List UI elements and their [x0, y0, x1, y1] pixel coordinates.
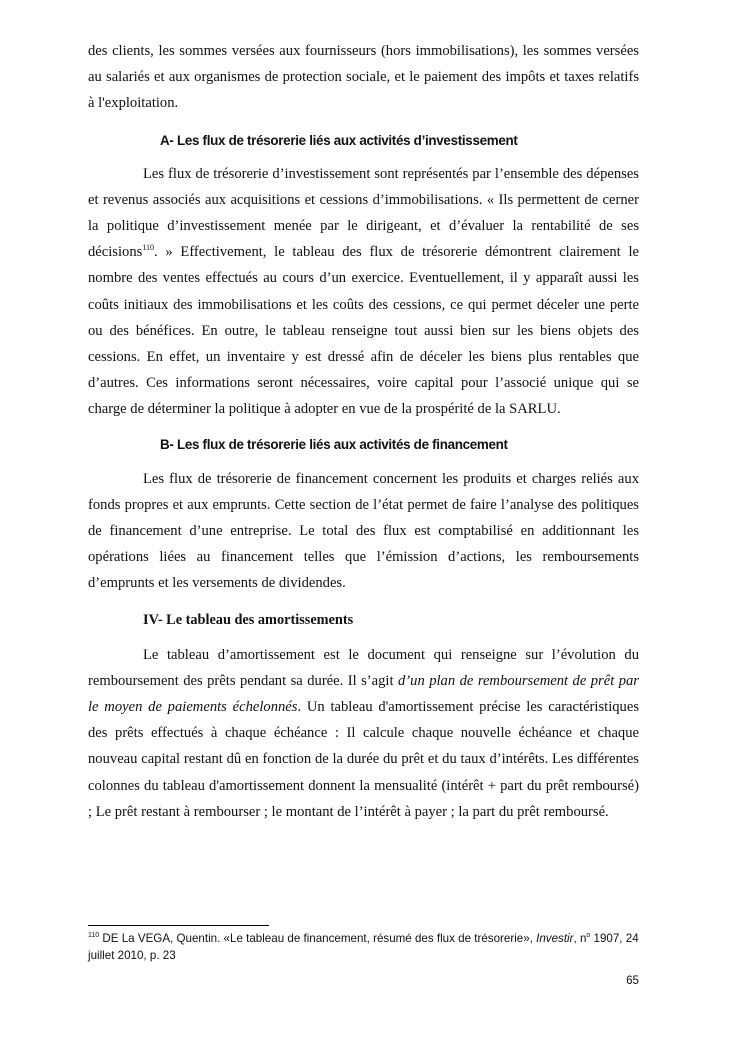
- paragraph-investissement-text2: . » Effectivement, le tableau des flux de trésorerie démontrent clairement le nombre des ventes effectués au cours d’un exercice. Eventuellement, il y apparaît aussi les coûts initiaux des immobilisations et les coûts des cessions, ce qui permet déceler une perte ou des bénéfices. En outre, le tableau renseigne tout aussi bien sur les biens objets des cessions. En effet, un inventaire y est dressé afin de déceler les biens plus rentables que d’autres. Ces informations seront nécessaires, voire capital pour l’associé unique qui se charge de déterminer la politique à adopter en vue de la prospérité de la SARLU.: [88, 244, 639, 418]
- heading-b: B- Les flux de trésorerie liés aux activités de financement: [160, 436, 508, 452]
- footnote-italic: Investir: [536, 932, 574, 945]
- paragraph-financement: Les flux de trésorerie de financement concernent les produits et charges reliés aux fonds propres et aux emprunts. Cette section de l’état permet de faire l’analyse des politiques de financement d’une entreprise. Le total des flux est comptabilisé en additionnant les opérations liées au financement telles que l’émission d’actions, les remboursements d’emprunts et les versements de dividendes.: [88, 470, 639, 592]
- footnote-number: 110: [88, 932, 100, 940]
- paragraph-intro: des clients, les sommes versées aux fournisseurs (hors immobilisations), les sommes versées au salariés et aux organismes de protection sociale, et le paiement des impôts et taxes relatifs à l'exploitation.: [88, 43, 639, 112]
- footnote-text2: , n: [573, 932, 587, 945]
- paragraph-amortissement-text2: . Un tableau d'amortissement précise les caractéristiques des prêts effectués à chaque échéance : Il calcule chaque nouvelle échéance et chaque nouveau capital restant dû en fonction de la durée du prêt et du taux d’intérêts. Les différentes colonnes du tableau d'amortissement donnent la mensualité (intérêt + part du prêt remboursé) ; Le prêt restant à rembourser ; le montant de l’intérêt à payer ; la part du prêt remboursé.: [88, 699, 639, 820]
- heading-a: A- Les flux de trésorerie liés aux activités d’investissement: [160, 132, 518, 148]
- heading-iv: IV- Le tableau des amortissements: [143, 611, 354, 628]
- footnote-separator: [88, 925, 269, 926]
- paragraph-investissement: [88, 161, 639, 423]
- paragraph-investissement-text1: Les flux de trésorerie d’investissement sont représentés par l’ensemble des dépenses et revenus associés aux acquisitions et cessions d’immobilisations. « Ils permettent de cerner la politique d’investissement menée par le dirigeant, et d’évaluer la rentabilité de ses décisions: [88, 165, 639, 261]
- footnote-text1: DE La VEGA, Quentin. «Le tableau de financement, résumé des flux de trésorerie»,: [99, 932, 537, 945]
- paragraph-amortissement-text1: Le tableau d’amortissement est le document qui renseigne sur l’évolution du remboursement des prêts pendant sa durée. Il s’agit: [88, 646, 639, 689]
- page-body: [88, 38, 639, 825]
- footnote-ref: 110: [142, 243, 155, 253]
- footnote: [88, 930, 639, 964]
- footnote-sup: o: [586, 932, 591, 940]
- footnote-text3: 1907, 24 juillet 2010, p. 23: [88, 932, 639, 962]
- page-number: 65: [626, 974, 639, 987]
- paragraph-amortissement: [88, 642, 639, 825]
- paragraph-amortissement-italic: d’un plan de remboursement de prêt par le moyen de paiements échelonnés: [88, 672, 639, 716]
